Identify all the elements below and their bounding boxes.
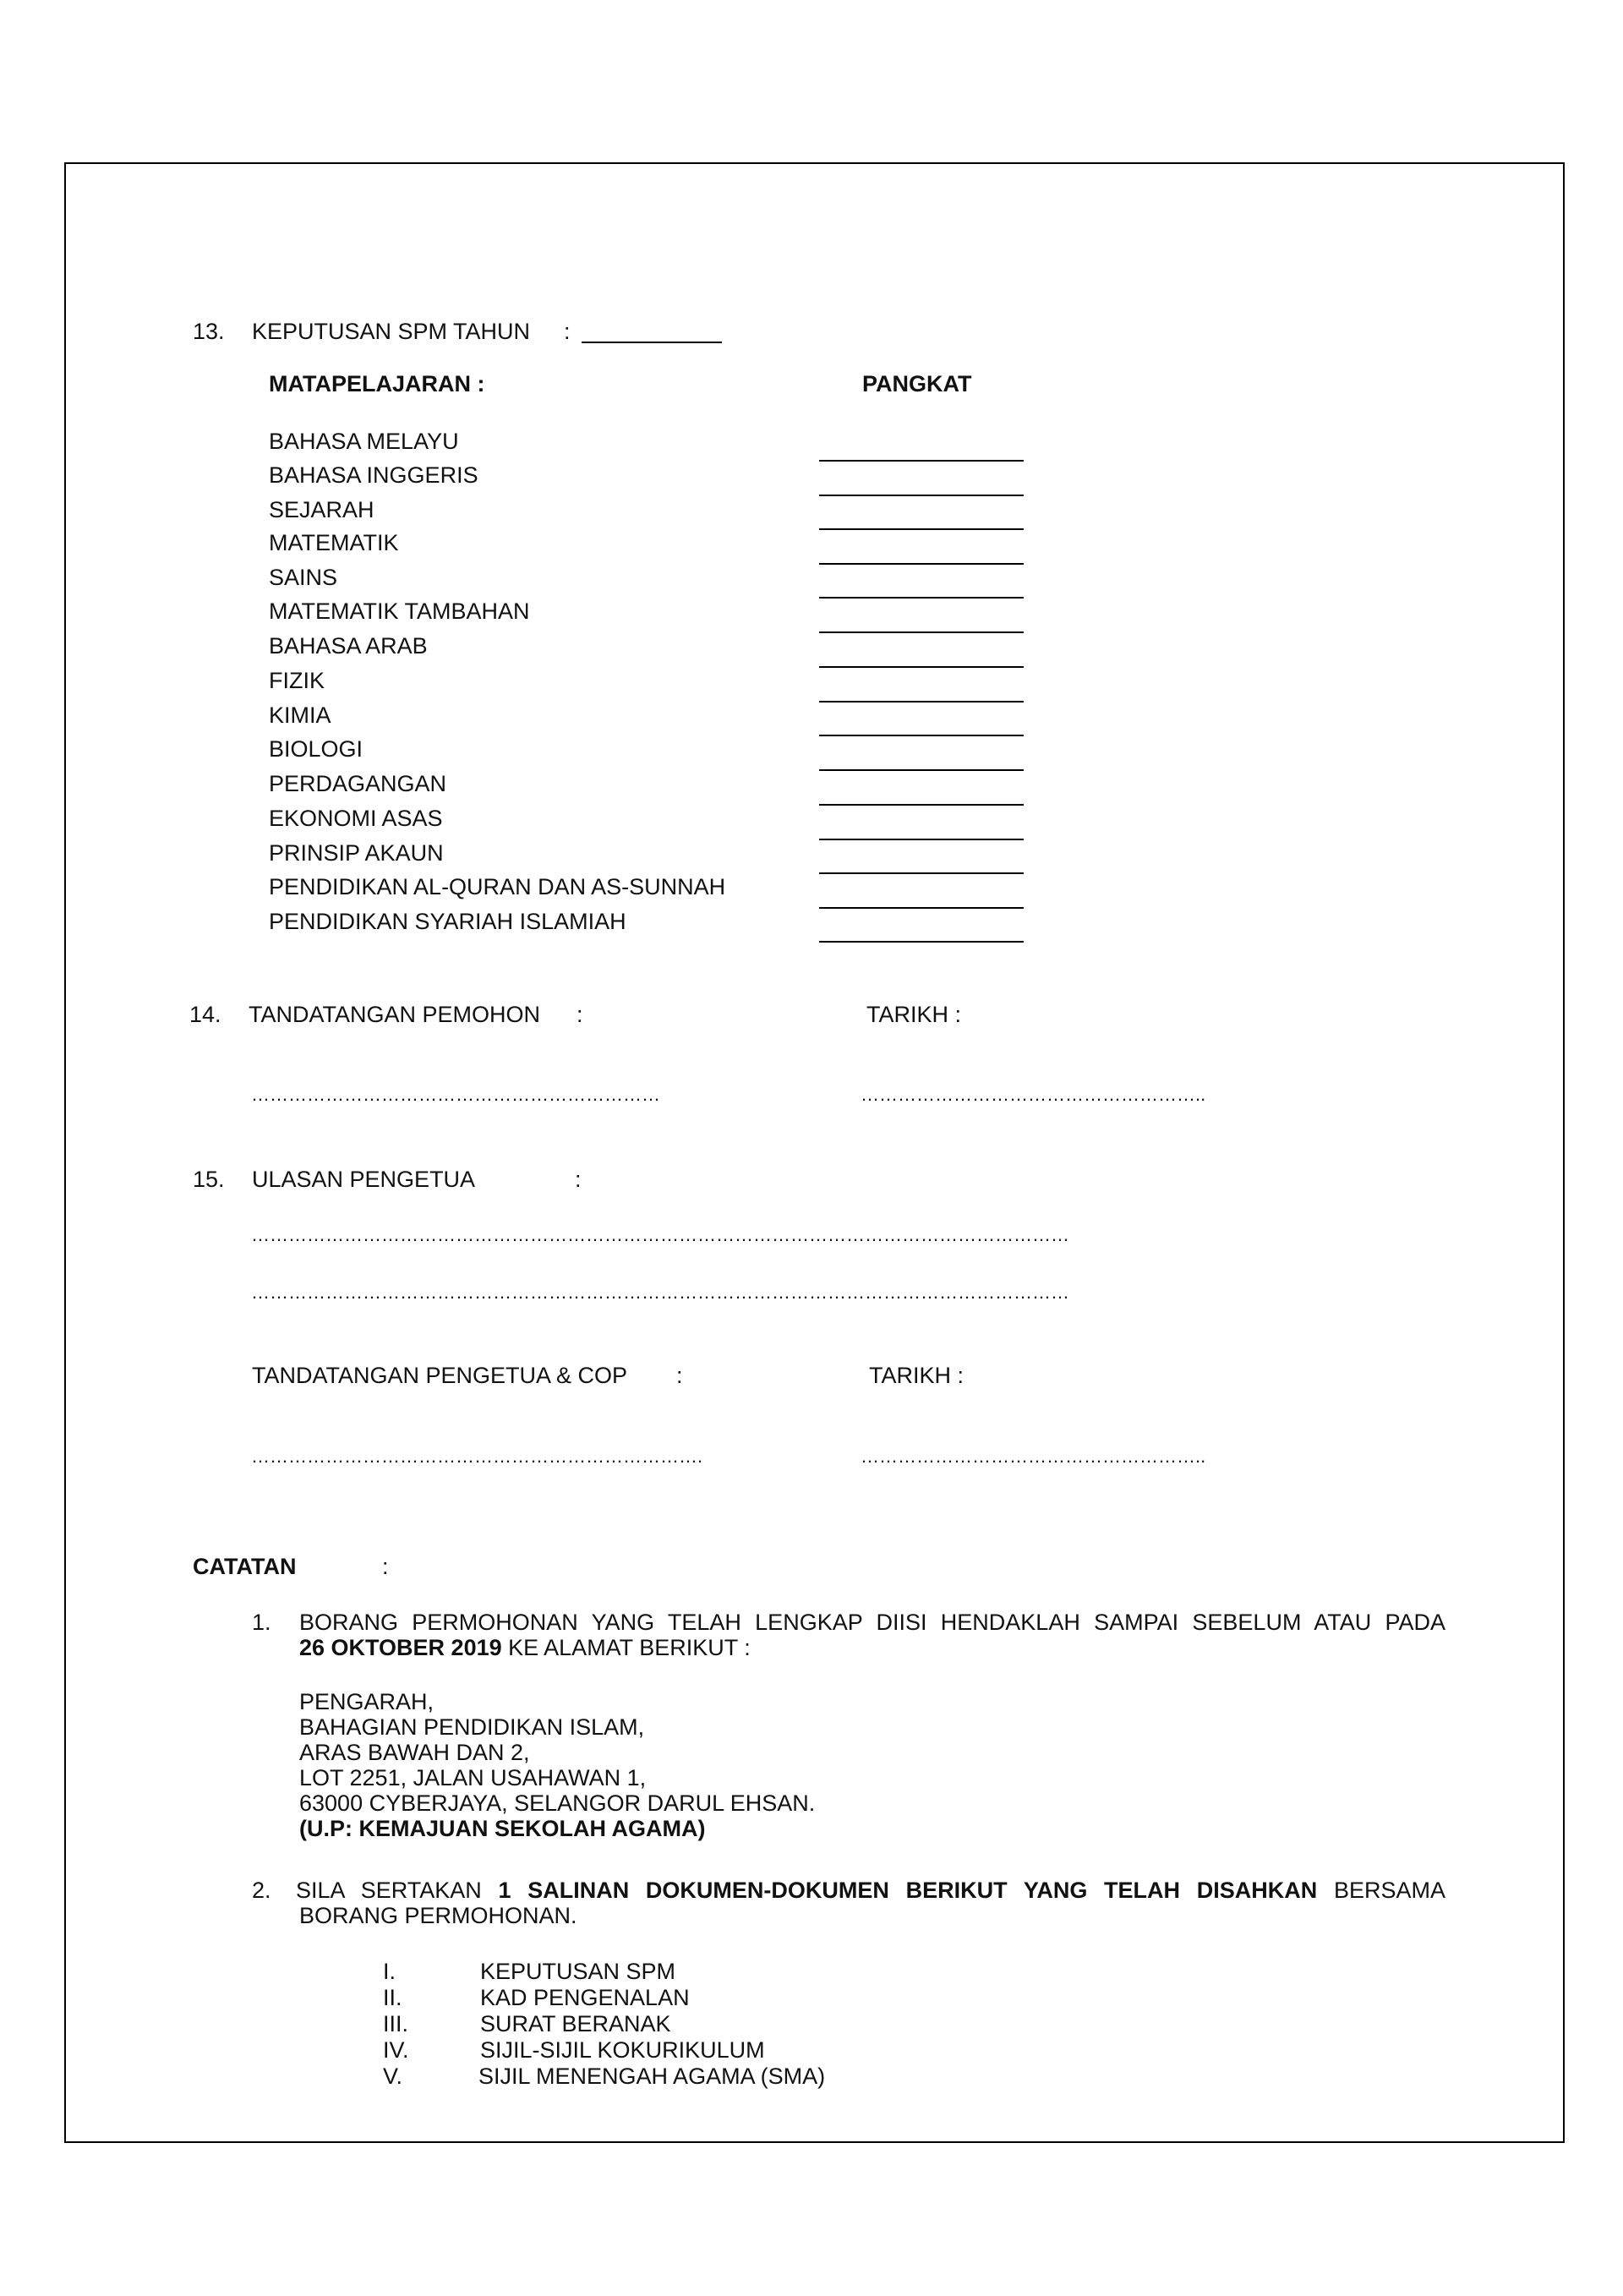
subject-label: KIMIA bbox=[269, 702, 331, 728]
section-13-number: 13. bbox=[193, 319, 225, 344]
grade-field[interactable] bbox=[819, 839, 1024, 840]
note-2-number: 2. bbox=[252, 1878, 271, 1903]
section-15-number: 15. bbox=[193, 1167, 225, 1192]
deadline-date: 26 OKTOBER 2019 bbox=[299, 1635, 502, 1660]
document-item-number: I. bbox=[383, 1959, 396, 1984]
note-1-line-1: BORANG PERMOHONAN YANG TELAH LENGKAP DIISI HENDAKLAH SAMPAI SEBELUM ATAU PADA bbox=[299, 1610, 1445, 1635]
section-15-label: ULASAN PENGETUA bbox=[252, 1167, 476, 1192]
grade-field[interactable] bbox=[819, 941, 1024, 943]
grade-field[interactable] bbox=[819, 804, 1024, 806]
address-line: PENGARAH, bbox=[299, 1689, 434, 1714]
subject-label: SEJARAH bbox=[269, 497, 374, 522]
grade-field[interactable] bbox=[819, 735, 1024, 736]
note-1-line-2-rest: KE ALAMAT BERIKUT : bbox=[501, 1635, 751, 1660]
spm-year-field[interactable] bbox=[582, 342, 722, 343]
document-item-number: II. bbox=[383, 1985, 402, 2010]
grade-column-header: PANGKAT bbox=[862, 371, 972, 396]
subject-label: MATEMATIK TAMBAHAN bbox=[269, 599, 530, 624]
form-border bbox=[64, 162, 1565, 2143]
grade-field[interactable] bbox=[819, 872, 1024, 874]
notes-colon: : bbox=[382, 1554, 389, 1579]
principal-signature-field[interactable]: ………………………………………………………………. bbox=[251, 1446, 703, 1467]
note-2-bold: 1 SALINAN DOKUMEN-DOKUMEN BERIKUT YANG TELAH DISAHKAN bbox=[498, 1878, 1318, 1903]
subject-label: BAHASA ARAB bbox=[269, 633, 428, 659]
grade-field[interactable] bbox=[819, 495, 1024, 496]
principal-date-label: TARIKH : bbox=[869, 1363, 965, 1388]
subject-label: BIOLOGI bbox=[269, 736, 363, 762]
grade-field[interactable] bbox=[819, 460, 1024, 462]
grade-field[interactable] bbox=[819, 701, 1024, 702]
principal-remark-line-2[interactable]: …………………………………………………………………………………………………………………… bbox=[251, 1282, 1069, 1303]
principal-signature-colon: : bbox=[676, 1363, 683, 1388]
note-2-line-2: BORANG PERMOHONAN. bbox=[299, 1903, 577, 1928]
section-14-label: TANDATANGAN PEMOHON bbox=[249, 1002, 541, 1027]
document-item-text: KEPUTUSAN SPM bbox=[480, 1959, 676, 1984]
principal-date-field[interactable]: ……………………………………………….. bbox=[861, 1446, 1206, 1467]
section-13-colon: : bbox=[564, 319, 571, 344]
note-2-line-1 bbox=[296, 1877, 1445, 1904]
note-2-post: BERSAMA bbox=[1317, 1878, 1445, 1903]
subject-label: SAINS bbox=[269, 565, 338, 590]
note-1-line-2 bbox=[299, 1634, 751, 1661]
address-line: BAHAGIAN PENDIDIKAN ISLAM, bbox=[299, 1714, 645, 1740]
grade-field[interactable] bbox=[819, 666, 1024, 668]
address-attention: (U.P: KEMAJUAN SEKOLAH AGAMA) bbox=[299, 1816, 706, 1841]
grade-field[interactable] bbox=[819, 631, 1024, 633]
grade-field[interactable] bbox=[819, 907, 1024, 909]
subject-label: MATEMATIK bbox=[269, 530, 399, 555]
section-14-date-label: TARIKH : bbox=[866, 1002, 962, 1027]
subject-label: PRINSIP AKAUN bbox=[269, 840, 444, 866]
address-line: LOT 2251, JALAN USAHAWAN 1, bbox=[299, 1765, 647, 1790]
address-line: ARAS BAWAH DAN 2, bbox=[299, 1740, 530, 1765]
grade-field[interactable] bbox=[819, 528, 1024, 530]
section-15-colon: : bbox=[575, 1167, 582, 1192]
notes-title: CATATAN bbox=[193, 1554, 297, 1579]
applicant-signature-field[interactable]: ………………………………………………………… bbox=[251, 1084, 660, 1105]
subject-label: PENDIDIKAN AL-QURAN DAN AS-SUNNAH bbox=[269, 874, 726, 899]
note-2-pre: SILA SERTAKAN bbox=[296, 1878, 499, 1903]
subject-column-header: MATAPELAJARAN : bbox=[269, 371, 485, 396]
section-13-label: KEPUTUSAN SPM TAHUN bbox=[252, 319, 531, 344]
document-item-number: IV. bbox=[383, 2037, 409, 2063]
grade-field[interactable] bbox=[819, 563, 1024, 565]
note-1-number: 1. bbox=[252, 1610, 271, 1635]
grade-field[interactable] bbox=[819, 769, 1024, 771]
principal-remark-line-1[interactable]: …………………………………………………………………………………………………………………… bbox=[251, 1224, 1069, 1245]
subject-label: EKONOMI ASAS bbox=[269, 806, 443, 831]
document-item-text: SIJIL MENENGAH AGAMA (SMA) bbox=[478, 2064, 826, 2089]
grade-field[interactable] bbox=[819, 597, 1024, 599]
applicant-date-field[interactable]: ……………………………………………….. bbox=[861, 1084, 1206, 1105]
document-item-text: SIJIL-SIJIL KOKURIKULUM bbox=[480, 2037, 765, 2063]
subject-label: BAHASA INGGERIS bbox=[269, 462, 478, 488]
document-item-text: KAD PENGENALAN bbox=[480, 1985, 690, 2010]
document-item-text: SURAT BERANAK bbox=[480, 2011, 671, 2036]
subject-label: PENDIDIKAN SYARIAH ISLAMIAH bbox=[269, 909, 626, 934]
address-line: 63000 CYBERJAYA, SELANGOR DARUL EHSAN. bbox=[299, 1790, 816, 1816]
subject-label: BAHASA MELAYU bbox=[269, 429, 459, 454]
document-item-number: V. bbox=[383, 2064, 403, 2089]
subject-label: PERDAGANGAN bbox=[269, 771, 447, 796]
section-14-number: 14. bbox=[189, 1002, 221, 1027]
subject-label: FIZIK bbox=[269, 668, 325, 693]
section-14-colon: : bbox=[577, 1002, 583, 1027]
principal-signature-label: TANDATANGAN PENGETUA & COP bbox=[252, 1363, 628, 1388]
document-item-number: III. bbox=[383, 2011, 409, 2036]
